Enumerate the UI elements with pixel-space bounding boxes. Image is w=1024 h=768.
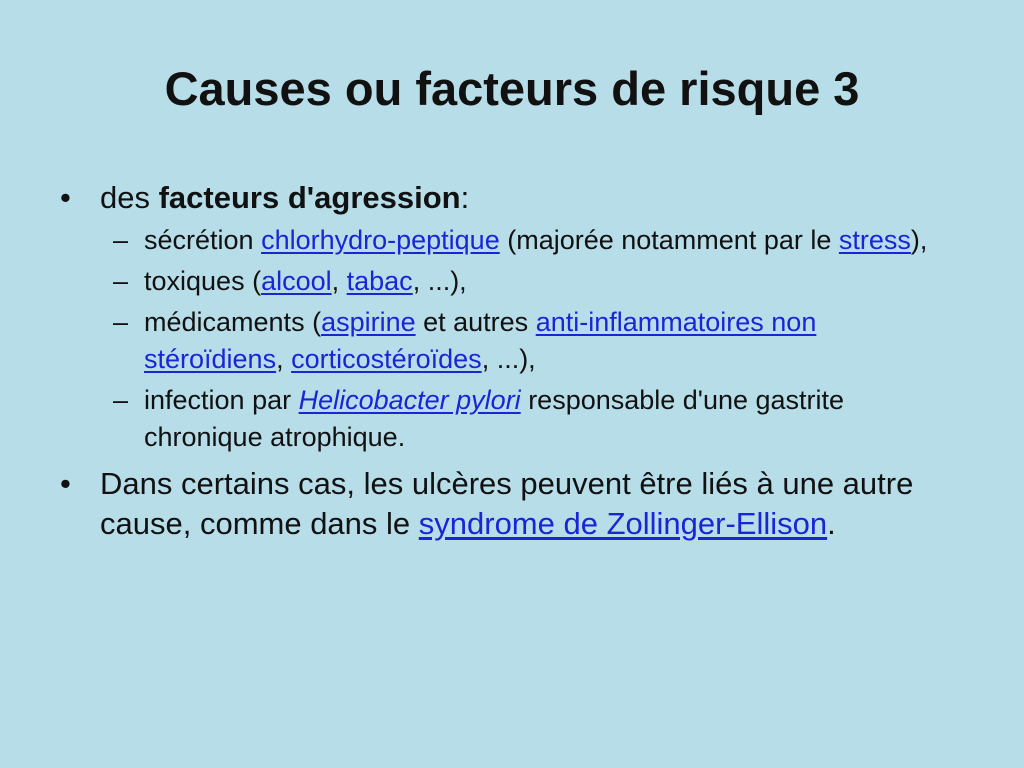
- bullet-list: [58, 178, 948, 544]
- sub-item-medicaments: [100, 304, 948, 378]
- sub-item-text: (majorée notamment par le: [499, 225, 839, 255]
- bullet-text: .: [827, 506, 836, 541]
- sub-item-infection: [100, 382, 948, 456]
- bullet-text: :: [460, 180, 470, 215]
- link-chlorhydro-peptique[interactable]: chlorhydro-peptique: [261, 225, 500, 255]
- sub-item-text: toxiques (: [144, 266, 262, 296]
- link-stress[interactable]: stress: [838, 225, 911, 255]
- sub-item-text: sécrétion: [144, 225, 262, 255]
- link-aspirine[interactable]: aspirine: [321, 307, 416, 337]
- link-anti-inflammatoires[interactable]: anti-inflammatoires non stéroïdiens: [144, 307, 817, 374]
- link-syndrome-zollinger-ellison[interactable]: syndrome de Zollinger-Ellison: [418, 506, 828, 541]
- sub-item-text: responsable d'une gastrite chronique atrophique.: [144, 385, 845, 452]
- bullet-text: des: [100, 180, 159, 215]
- bullet-text: Dans certains cas, les ulcères peuvent être liés à une autre cause, comme dans le: [100, 466, 914, 541]
- sub-item-text: et autres: [415, 307, 536, 337]
- sub-item-toxiques: [100, 263, 948, 300]
- bullet-bold-text: facteurs d'agression: [158, 180, 461, 215]
- link-helicobacter-pylori[interactable]: [299, 385, 521, 415]
- sub-item-text: , ...),: [481, 344, 536, 374]
- sub-item-secretion: [100, 222, 948, 259]
- link-corticosteroides[interactable]: corticostéroïdes: [291, 344, 482, 374]
- sub-item-text: ,: [276, 344, 292, 374]
- slide-title: Causes ou facteurs de risque 3: [164, 62, 860, 115]
- sub-bullet-list: [100, 222, 948, 456]
- bullet-item-agression-factors: [58, 178, 948, 456]
- sub-item-text: ),: [910, 225, 928, 255]
- sub-item-text: ,: [331, 266, 347, 296]
- bullet-item-other-cause: [58, 464, 948, 544]
- link-tabac[interactable]: tabac: [346, 266, 413, 296]
- sub-item-text: médicaments (: [144, 307, 322, 337]
- sub-item-text: , ...),: [412, 266, 467, 296]
- link-alcool[interactable]: alcool: [261, 266, 332, 296]
- link-italic-text: Helicobacter pylori: [298, 385, 521, 415]
- slide-content: [58, 178, 948, 552]
- sub-item-text: infection par: [144, 385, 299, 415]
